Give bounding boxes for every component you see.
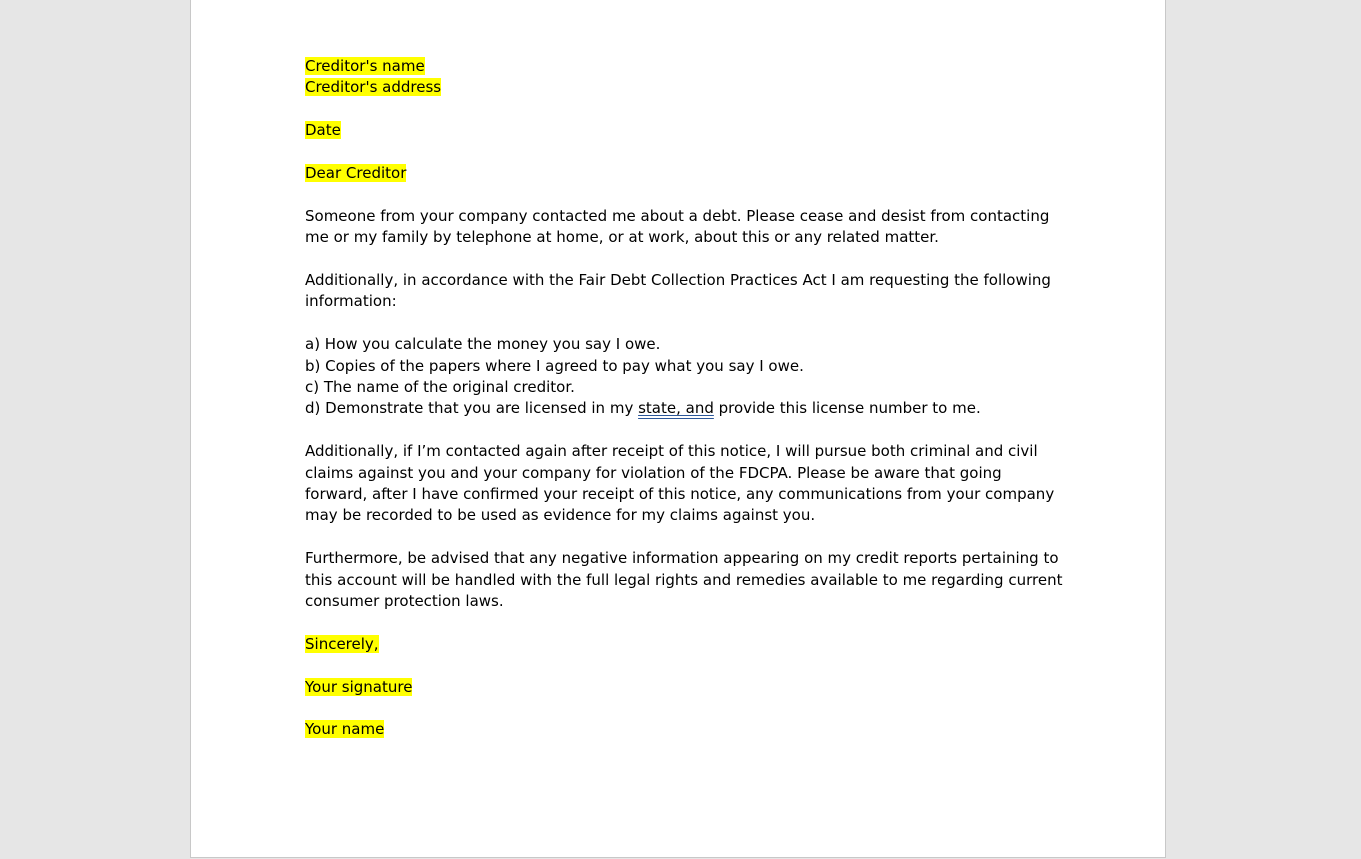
paragraph-legal-warning: Additionally, if I’m contacted again after receipt of this notice, I will pursue both criminal and civil claims against you and your company for violation of the FDCPA. Please be aware that going forward, after I have confirmed your receipt of this notice, any communications from your company may be recorded to be used as evidence for my claims against you. [305,442,1055,525]
list-item [305,398,1065,419]
creditor-name: Creditor's name [305,57,425,75]
list-item-d-start: d) Demonstrate that you are licensed in my [305,399,639,418]
letter-body[interactable] [305,56,1065,762]
document-page[interactable] [190,0,1166,858]
closing-line [305,634,1065,655]
name-placeholder: Your name [305,720,385,739]
signature-placeholder: Your signature [305,677,413,696]
closing: Sincerely, [305,634,379,653]
paragraph-cease-desist: Someone from your company contacted me about a debt. Please cease and desist from contacting me or my family by telephone at home, or at work, about this or any related matter. [305,206,1050,247]
list-item: c) The name of the original creditor. [305,378,575,397]
signature-line [305,677,1065,698]
creditor-block [305,56,1065,99]
list-item: a) How you calculate the money you say I owe. [305,335,661,354]
request-list [305,334,1065,420]
name-line [305,719,1065,740]
grammar-flagged-text[interactable]: state, and [638,399,714,418]
salutation: Dear Creditor [305,164,407,182]
date-placeholder: Date [305,121,341,140]
paragraph-fdcpa-request: Additionally, in accordance with the Fair Debt Collection Practices Act I am requesting the following information: [305,271,1051,311]
list-item: b) Copies of the papers where I agreed to pay what you say I owe. [305,356,804,375]
list-item-d-end: provide this license number to me. [713,399,981,418]
paragraph-credit-report: Furthermore, be advised that any negative information appearing on my credit reports pertaining to this account will be handled with the full legal rights and remedies available to me regarding current consumer protection laws. [305,549,1063,611]
creditor-address: Creditor's address [305,78,442,97]
date-line [305,120,1065,141]
salutation-line [305,163,1065,184]
